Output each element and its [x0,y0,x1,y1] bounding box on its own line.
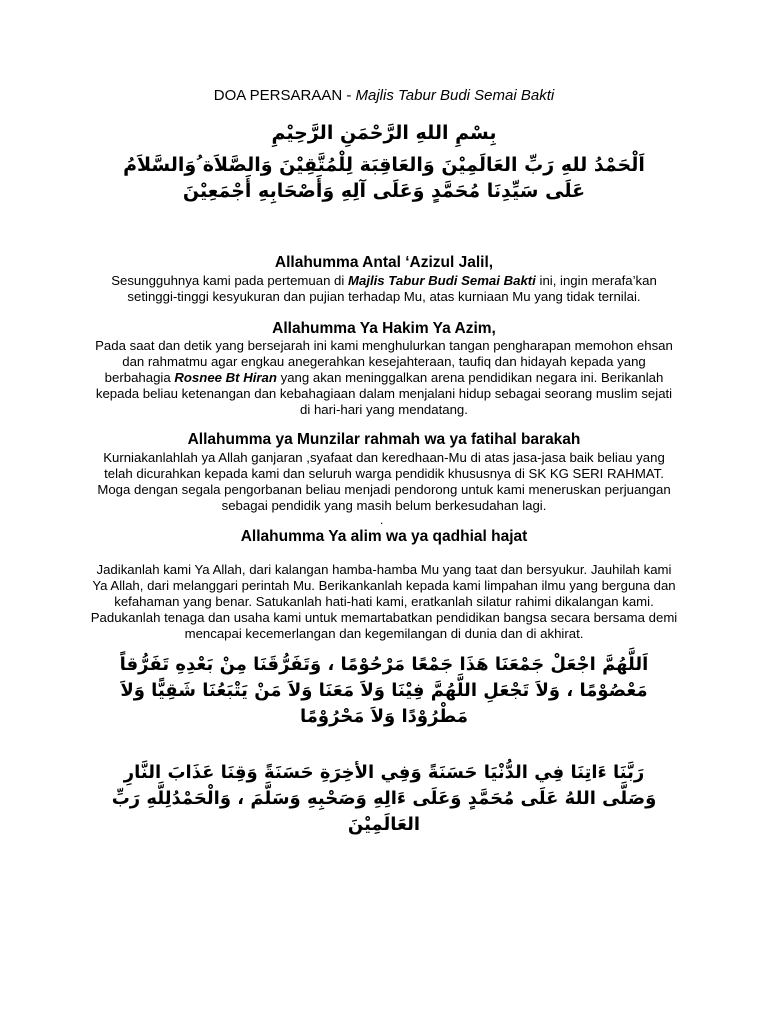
stray-dot: . [380,513,384,527]
title-subtitle: Majlis Tabur Budi Semai Bakti [355,87,555,104]
title-main: DOA PERSARAAN - [213,87,356,104]
section-paragraph-4: Jadikanlah kami Ya Allah, dari kalangan hamba-hamba Mu yang taat dan bersyukur. Jauhilah kami Ya Allah, dari melanggari perintah Mu. Berikankanlah kepada kami limpahan ilmu yang berguna dan kefahaman yang benar. Satukanlah hati-hati kami, eratkanlah silatur rahimi dikalangan kami. Padukanlah tenaga dan usaha kami untuk memartabatkan pendidikan bangsa secara bersama demi mencapai kecemerlangan dan kegemilangan di dunia dan di akhirat. [90,562,678,641]
section-heading-3: Allahumma ya Munzilar rahmah wa ya fatihal barakah [187,431,581,448]
section-1-text-before: Sesungguhnya kami pada pertemuan di [111,273,348,288]
section-2-text-before: Pada saat dan detik yang bersejarah ini kami menghulurkan tangan pengharapan memohon ehsan dan rahmatmu agar engkau anegerahkan kesejahteraan, taufiq dan hidayah kepada yang berbahagia [95,338,673,385]
arabic-dua-gathering: اَللَّهُمَّ اجْعَلْ جَمْعَنَا هَذَا جَمْعًا مَرْحُوْمًا ، وَتَفَرُّقَنَا مِنْ بَعْدِهِ تَفَرُّقاً مَعْصُوْمًا ، وَلاَ تَجْعَلِ اللَّهُمَّ فِيْنَا وَلاَ مَعَنَا وَلاَ مَنْ يَتْبَعُنَا شَقِيًّا وَلاَ مَطْرُوْدًا وَلاَ مَحْرُوْمًا [119,654,649,727]
section-paragraph-1 [90,273,678,305]
page-title [0,87,768,104]
section-heading-4: Allahumma Ya alim wa ya qadhial hajat [240,528,528,545]
section-heading-1: Allahumma Antal ‘Azizul Jalil, [274,254,494,271]
section-heading-2: Allahumma Ya Hakim Ya Azim, [272,320,496,337]
section-paragraph-2 [90,338,678,418]
section-2-emphasis: Rosnee Bt Hiran [174,370,277,385]
section-1-emphasis: Majlis Tabur Budi Semai Bakti [348,273,536,288]
arabic-hamdalah: اَلْحَمْدُ للهِ رَبِّ العَالَمِيْنَ وَالعَاقِبَة لِلْمُتَّقِيْنَ وَالصَّلاَة ُوَالسَّلاَمُ عَلَى سَيِّدِنَا مُحَمَّدٍ وَعَلَى آلِهِ وَأَصْحَابِهِ أَجْمَعِيْنَ [123,154,645,202]
arabic-basmalah: بِسْمِ اللهِ الرَّحْمَنِ الرَّحِيْمِ [271,122,497,144]
section-2-text-after: yang akan meninggalkan arena pendidikan negara ini. Berikanlah kepada beliau ketenangan dan kebahagiaan dalam menjalani hidup sebagai seorang muslim sejati di hari-hari yang mendatang. [95,370,673,417]
section-1-text-after: ini, ingin merafa’kan setinggi-tinggi kesyukuran dan pujian terhadap Mu, atas kurniaan Mu yang tidak ternilai. [127,273,657,304]
arabic-dua-closing: رَبَّنَا ءَاتِنَا فِي الدُّنْيَا حَسَنَةً وَفِي الأخِرَةِ حَسَنَةً وَقِنَا عَذَابَ النَّارِ وَصَلَّى اللهُ عَلَى مُحَمَّدٍ وَعَلَى ءَالِهِ وَصَحْبِهِ وَسَلَّمَ ، وَالْحَمْدُلِلَّهِ رَبِّ العَالَمِيْنَ [111,762,657,835]
section-paragraph-3: Kurniakanlahlah ya Allah ganjaran ,syafaat dan keredhaan-Mu di atas jasa-jasa baik beliau yang telah dicurahkan kepada kami dan seluruh warga pendidik khususnya di SK KG SERI RAHMAT. Moga dengan segala pengorbanan beliau menjadi pendorong untuk kami meneruskan perjuangan sebagai pendidik yang masih belum berkesudahan lagi. [97,450,671,513]
